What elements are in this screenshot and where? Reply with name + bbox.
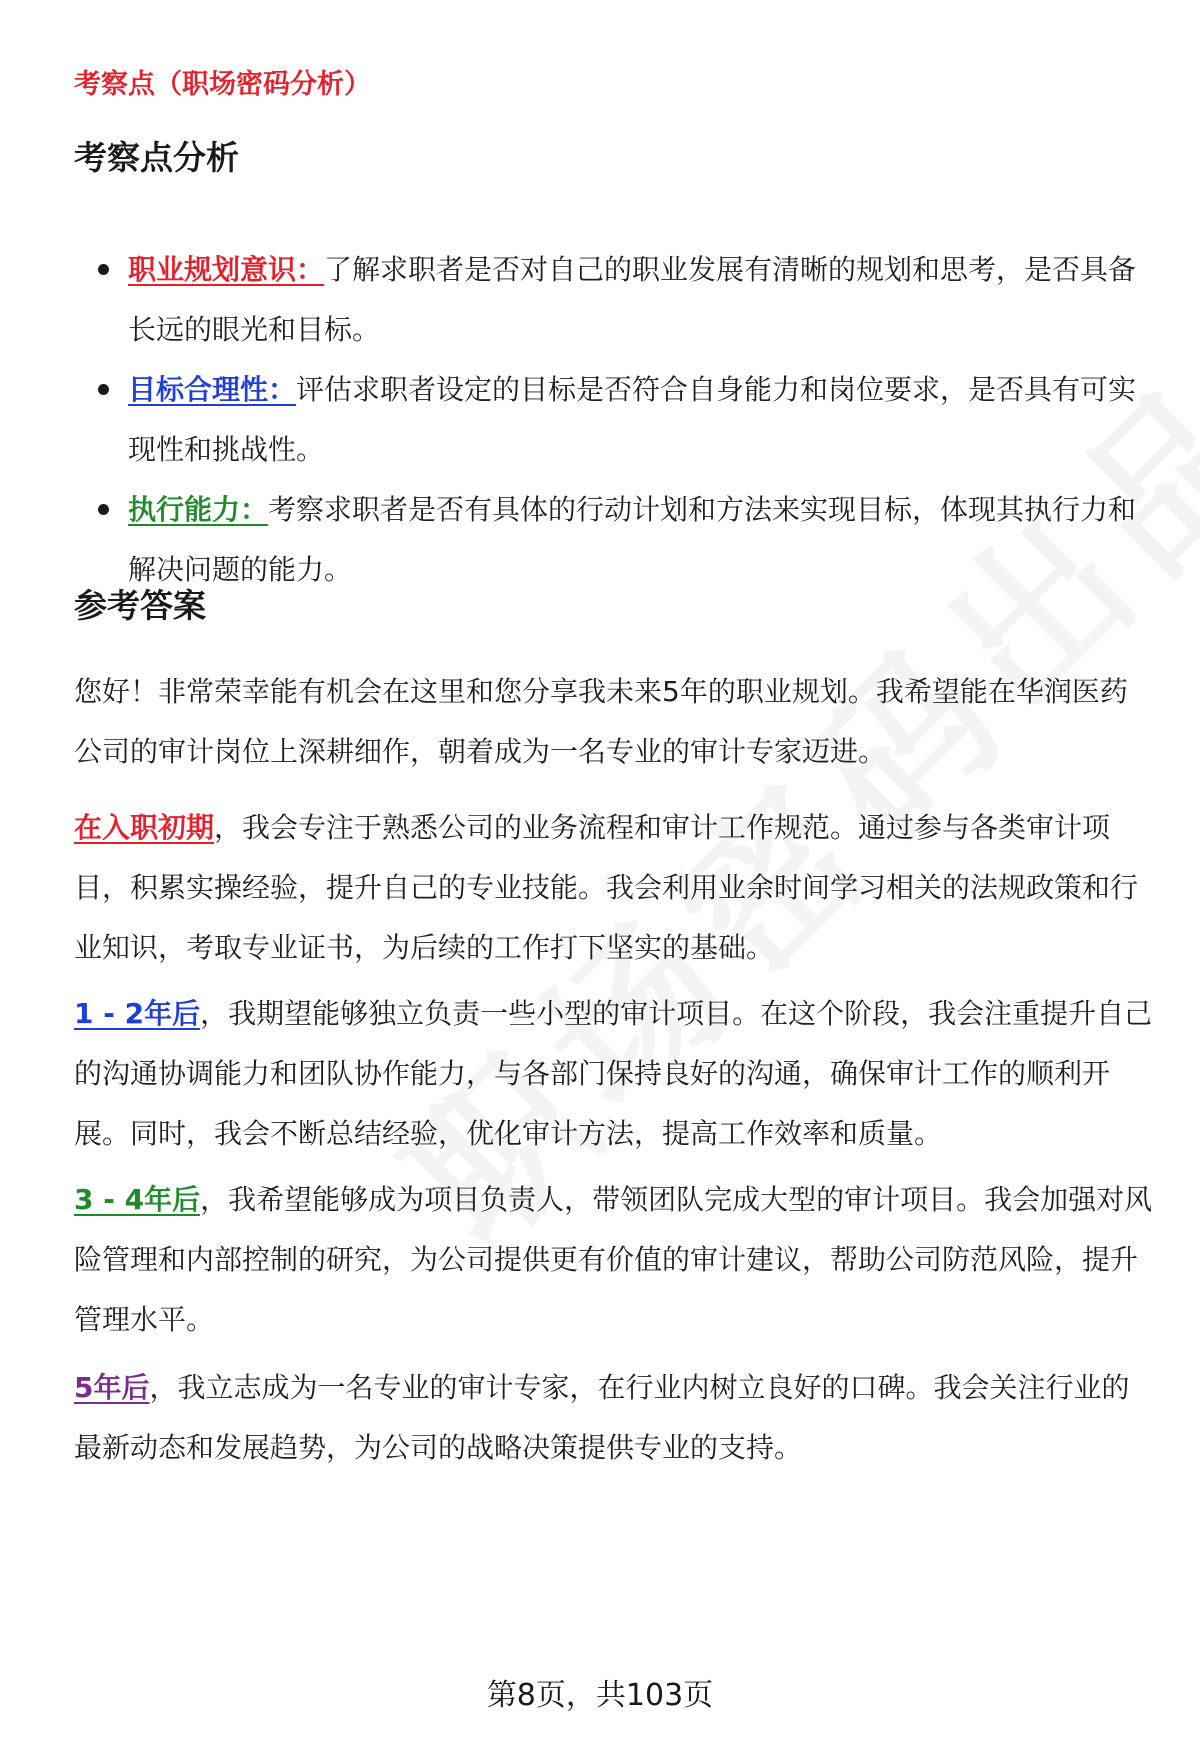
analysis-item — [98, 240, 1148, 360]
stage-keyword: 3 - 4年后 — [74, 1183, 201, 1216]
answer-stage — [74, 984, 1154, 1164]
stage-text: ，我立志成为一名专业的审计专家，在行业内树立良好的口碑。我会关注行业的最新动态和发展趋势，为公司的战略决策提供专业的支持。 — [74, 1371, 1130, 1464]
bullet-icon — [98, 384, 109, 395]
analysis-keyword: 目标合理性： — [128, 373, 297, 406]
stage-text: ，我期望能够独立负责一些小型的审计项目。在这个阶段，我会注重提升自己的沟通协调能力和团队协作能力，与各部门保持良好的沟通，确保审计工作的顺利开展。同时，我会不断总结经验，优化审计方法，提高工作效率和质量。 — [74, 997, 1153, 1150]
stage-text: ，我希望能够成为项目负责人，带领团队完成大型的审计项目。我会加强对风险管理和内部控制的研究，为公司提供更有价值的审计建议，帮助公司防范风险，提升管理水平。 — [74, 1183, 1153, 1336]
stage-keyword: 5年后 — [74, 1371, 150, 1404]
analysis-item — [98, 480, 1148, 600]
bullet-icon — [98, 504, 109, 515]
page-number: 第8页，共103页 — [486, 1678, 714, 1713]
analysis-keyword: 执行能力： — [128, 493, 269, 526]
analysis-heading: 考察点分析 — [74, 138, 239, 177]
stage-text: ，我会专注于熟悉公司的业务流程和审计工作规范。通过参与各类审计项目，积累实操经验，提升自己的专业技能。我会利用业余时间学习相关的法规政策和行业知识，考取专业证书，为后续的工作打下坚实的基础。 — [74, 811, 1139, 964]
answer-stage — [74, 1170, 1154, 1350]
analysis-keyword: 职业规划意识： — [128, 253, 325, 286]
stage-keyword: 1 - 2年后 — [74, 997, 201, 1030]
analysis-text: 了解求职者是否对自己的职业发展有清晰的规划和思考，是否具备长远的眼光和目标。 — [128, 253, 1137, 346]
analysis-text: 评估求职者设定的目标是否符合自身能力和岗位要求，是否具有可实现性和挑战性。 — [128, 373, 1137, 466]
answer-heading: 参考答案 — [74, 586, 206, 625]
analysis-list — [98, 240, 1148, 600]
section-label: 考察点（职场密码分析） — [74, 69, 371, 100]
answer-stage — [74, 798, 1154, 978]
stage-keyword: 在入职初期 — [74, 811, 215, 844]
analysis-text: 考察求职者是否有具体的行动计划和方法来实现目标，体现其执行力和解决问题的能力。 — [128, 493, 1137, 586]
answer-stage — [74, 1358, 1154, 1478]
answer-intro: 您好！非常荣幸能有机会在这里和您分享我未来5年的职业规划。我希望能在华润医药公司的审计岗位上深耕细作，朝着成为一名专业的审计专家迈进。 — [74, 675, 1128, 768]
analysis-item — [98, 360, 1148, 480]
bullet-icon — [98, 264, 109, 275]
